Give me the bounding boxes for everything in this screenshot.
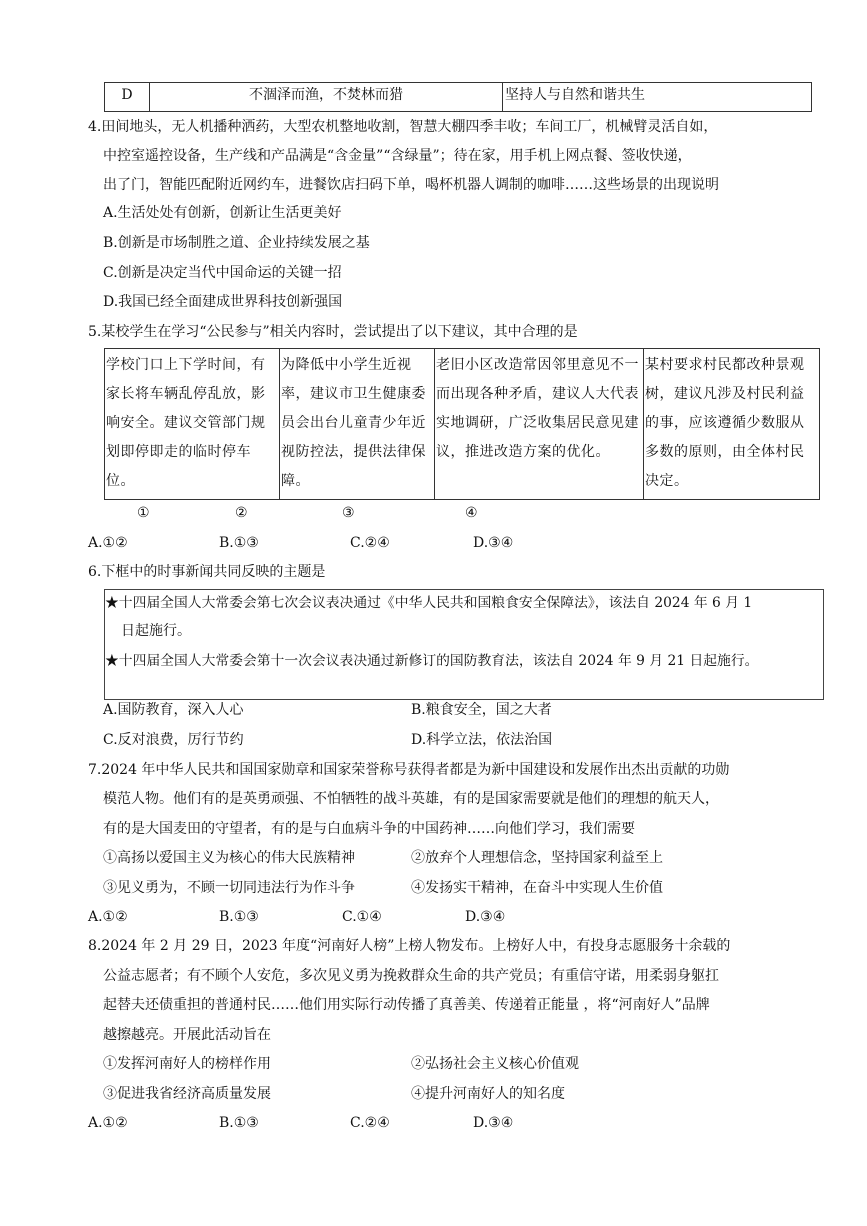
q6-option-a[interactable]: A.国防教育，深入人心: [103, 702, 244, 718]
q8-answer-c[interactable]: C.②④: [350, 1115, 390, 1131]
q5-marker-3: ③: [342, 505, 355, 521]
q5-marker-1: ①: [137, 505, 150, 521]
q6-option-d[interactable]: D.科学立法，依法治国: [411, 732, 553, 748]
top-table-meaning: 坚持人与自然和谐共生: [503, 83, 812, 112]
q8-item-4: ④提升河南好人的知名度: [411, 1086, 565, 1102]
q7-stem-line-1: 7.2024 年中华人民共和国国家勋章和国家荣誉称号获得者都是为新中国建设和发展作出杰出贡献的功勋: [88, 762, 730, 778]
q7-item-4: ④发扬实干精神，在奋斗中实现人生价值: [411, 880, 663, 896]
q8-answer-b[interactable]: B.①③: [219, 1115, 259, 1131]
q8-stem-line-4: 越擦越亮。开展此活动旨在: [103, 1027, 271, 1043]
q6-news-2: ★十四届全国人大常委会第十一次会议表决通过新修订的国防教育法，该法自 2024 年 9 月 21 日起施行。: [105, 653, 759, 669]
q7-answer-b[interactable]: B.①③: [219, 909, 259, 925]
q8-item-1: ①发挥河南好人的榜样作用: [103, 1056, 271, 1072]
q7-item-2: ②放弃个人理想信念，坚持国家利益至上: [411, 850, 663, 866]
top-table-phrase: 不涸泽而渔，不焚林而猎: [150, 83, 503, 112]
q7-stem-line-3: 有的是大国麦田的守望者，有的是与白血病斗争的中国药神……向他们学习，我们需要: [103, 821, 635, 837]
q5-cell-2: 为降低中小学生近视率，建议市卫生健康委员会出台儿童青少年近视防控法，提供法律保障。: [281, 357, 426, 489]
q4-stem-line-1: 4.田间地头，无人机播种洒药，大型农机整地收割，智慧大棚四季丰收；车间工厂，机械臂灵活自如，: [88, 119, 718, 135]
q7-item-3: ③见义勇为，不顾一切同违法行为作斗争: [103, 880, 355, 896]
q5-suggestion-table: [104, 348, 820, 500]
q4-option-a[interactable]: A.生活处处有创新，创新让生活更美好: [103, 205, 342, 221]
q5-answer-b[interactable]: B.①③: [219, 535, 259, 551]
q8-stem-line-1: 8.2024 年 2 月 29 日，2023 年度“河南好人榜”上榜人物发布。上榜好人中，有投身志愿服务十余载的: [88, 938, 731, 954]
q8-answer-d[interactable]: D.③④: [473, 1115, 514, 1131]
q5-cell-1: 学校门口上下学时间，有家长将车辆乱停乱放，影响安全。建议交管部门规划即停即走的临时停车位。: [106, 357, 266, 489]
q8-item-2: ②弘扬社会主义核心价值观: [411, 1056, 579, 1072]
q6-option-c[interactable]: C.反对浪费，厉行节约: [103, 732, 244, 748]
q6-news-1: ★十四届全国人大常委会第七次会议表决通过《中华人民共和国粮食安全保障法》，该法自 2024 年 6 月 1: [105, 595, 753, 611]
q4-option-c[interactable]: C.创新是决定当代中国命运的关键一招: [103, 265, 342, 281]
q8-stem-line-3: 起替夫还债重担的普通村民……他们用实际行动传播了真善美、传递着正能量 ，将“河南好人”品牌: [103, 997, 710, 1013]
q5-marker-4: ④: [465, 505, 478, 521]
q5-answer-d[interactable]: D.③④: [473, 535, 514, 551]
q6-option-b[interactable]: B.粮食安全，国之大者: [411, 702, 552, 718]
q5-answer-c[interactable]: C.②④: [350, 535, 390, 551]
q6-news-1-cont: 日起施行。: [121, 623, 191, 639]
q7-stem-line-2: 模范人物。他们有的是英勇顽强、不怕牺牲的战斗英雄，有的是国家需要就是他们的理想的航天人，: [103, 791, 719, 807]
q5-cell-3: 老旧小区改造常因邻里意见不一而出现各种矛盾，建议人大代表实地调研，广泛收集居民意见建议，推进改造方案的优化。: [436, 357, 639, 460]
q5-stem: 5.某校学生在学习“公民参与”相关内容时，尝试提出了以下建议，其中合理的是: [88, 324, 578, 340]
q7-answer-c[interactable]: C.①④: [342, 909, 382, 925]
q4-option-d[interactable]: D.我国已经全面建成世界科技创新强国: [103, 294, 343, 310]
q7-answer-a[interactable]: A.①②: [88, 909, 128, 925]
q4-option-b[interactable]: B.创新是市场制胜之道、企业持续发展之基: [103, 235, 370, 251]
q6-stem: 6.下框中的时事新闻共同反映的主题是: [88, 564, 326, 580]
q8-answer-a[interactable]: A.①②: [88, 1115, 128, 1131]
q7-item-1: ①高扬以爱国主义为核心的伟大民族精神: [103, 850, 355, 866]
q5-cell-4: 某村要求村民都改种景观树，建议凡涉及村民利益的事，应该遵循少数服从多数的原则，由全体村民决定。: [645, 357, 805, 489]
q8-item-3: ③促进我省经济高质量发展: [103, 1086, 271, 1102]
q4-stem-line-3: 出了门，智能匹配附近网约车，进餐饮店扫码下单，喝杯机器人调制的咖啡……这些场景的出现说明: [103, 177, 719, 193]
q4-stem-line-2: 中控室遥控设备，生产线和产品满是“含金量”“含绿量”；待在家，用手机上网点餐、签收快递，: [103, 148, 692, 164]
q5-marker-2: ②: [235, 505, 248, 521]
q5-answer-a[interactable]: A.①②: [88, 535, 128, 551]
top-table-letter: D: [105, 83, 150, 112]
q7-answer-d[interactable]: D.③④: [465, 909, 506, 925]
top-table: [104, 82, 812, 112]
q8-stem-line-2: 公益志愿者；有不顾个人安危，多次见义勇为挽救群众生命的共产党员；有重信守诺，用柔弱身躯扛: [103, 968, 719, 984]
